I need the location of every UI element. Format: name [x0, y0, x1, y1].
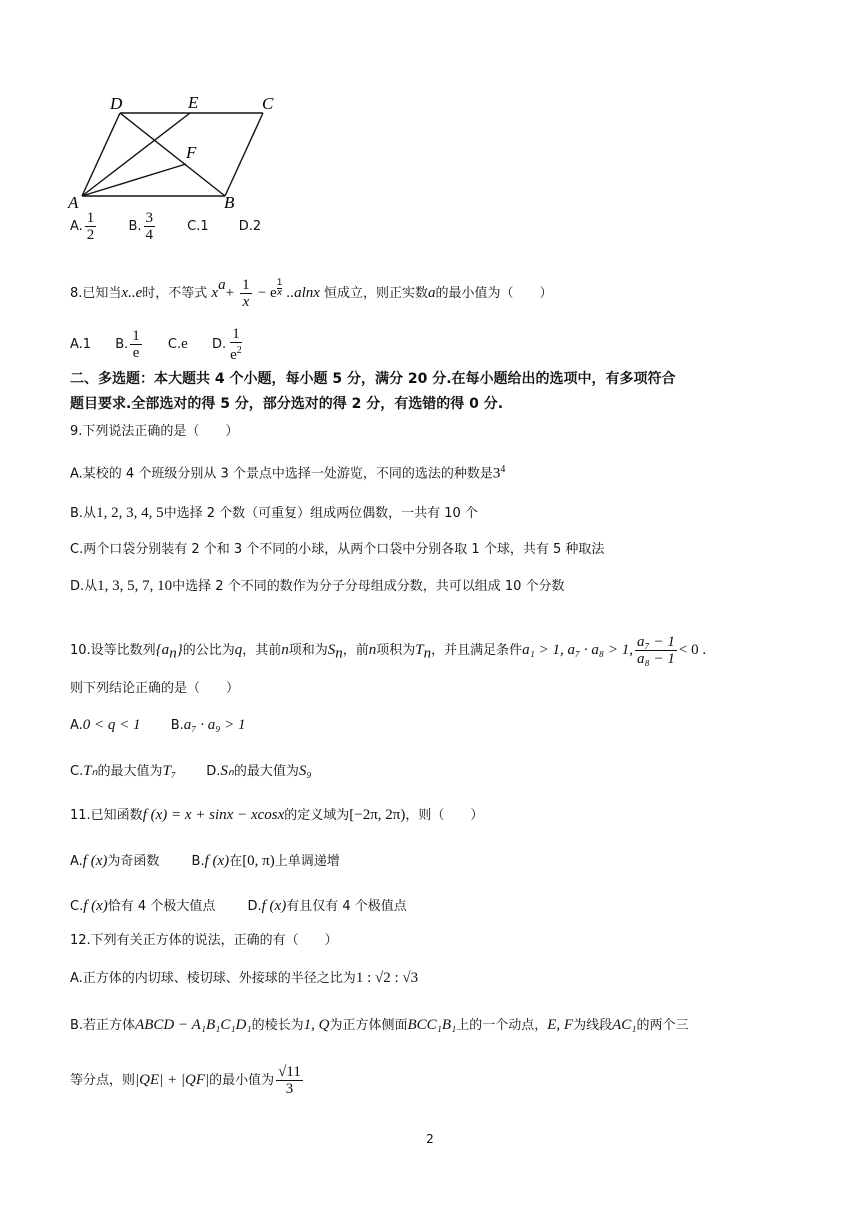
q10-option-a: A.0 < q < 1	[70, 717, 141, 733]
page-number: 2	[426, 1132, 434, 1146]
q11-option-c: C.f (x)恰有 4 个极大值点	[70, 898, 216, 914]
q12-option-a: A.正方体的内切球、棱切球、外接球的半径之比为1 : √2 : √3	[70, 970, 419, 986]
q11-option-a: A.f (x)为奇函数	[70, 853, 160, 869]
segment-cb	[225, 113, 263, 196]
label-c: C	[262, 94, 274, 113]
q9-option-d: D.从1, 3, 5, 7, 10中选择 2 个不同的数作为分子分母组成分数，共可以组成 10 个分数	[70, 578, 565, 594]
q7-option-c: C.1	[187, 219, 209, 234]
q7-option-b: B. $\frac{3}{4}$	[128, 210, 153, 243]
q12-stem: 12.下列有关正方体的说法，正确的有（ ）	[70, 933, 338, 948]
q11-stem: 11.已知函数f (x) = x + sinx − xcosx的定义域为[−2π, 2π)，则（ ）	[70, 807, 484, 823]
parallelogram-figure	[60, 88, 290, 213]
q12-option-b-line1: B.若正方体ABCD − A₁B₁C₁D₁的棱长为1, Q为正方体侧面BCC₁B₁上的一个动点，E, F为线段AC₁的两个三	[70, 1017, 689, 1033]
section2-heading-line1: 二、多选题：本大题共 4 个小题，每小题 5 分，满分 20 分.在每小题给出的选项中，有多项符合	[70, 371, 676, 387]
q8-option-b: B. $\frac{1}{e}$	[115, 328, 140, 361]
segment-af	[82, 164, 186, 196]
q11-option-d: D.f (x)有且仅有 4 个极值点	[247, 898, 407, 914]
q8-option-a: A.1	[70, 337, 92, 352]
section2-heading-line2: 题目要求.全部选对的得 5 分，部分选对的得 2 分，有选错的得 0 分.	[70, 396, 504, 412]
q10-line2: 则下列结论正确的是（ ）	[70, 681, 240, 696]
q12-option-b-line2: 等分点，则|QE| + |QF|的最小值为 $\frac{√11}{3}$	[70, 1064, 301, 1097]
q11-option-b: B.f (x)在[0, π)上单调递增	[191, 853, 340, 869]
q8-options	[70, 326, 272, 363]
q10-option-d: D.Sₙ的最大值为S₉	[206, 763, 312, 779]
q11-options-ab	[70, 852, 366, 871]
q10-options-ab	[70, 716, 272, 735]
q8-option-c: C.e	[167, 336, 188, 352]
q11-options-cd	[70, 897, 433, 916]
segment-da	[82, 113, 120, 196]
label-f: F	[186, 143, 197, 162]
q9-stem: 9.下列说法正确的是（ ）	[70, 424, 239, 439]
q7-options	[70, 210, 287, 243]
label-b: B	[224, 193, 235, 212]
q7-option-a: A. $\frac{1}{2}$	[70, 210, 95, 243]
q10-option-c: C.Tₙ的最大值为T₇	[70, 763, 177, 779]
label-d: D	[110, 94, 123, 113]
q8-stem: 8.已知当x..e时，不等式 $x^a+$ $\frac{1}{x}$ − e $^{\frac{1}{x}}$ ..alnx 恒成立，则正实数a的最小值为（ ）	[70, 277, 553, 310]
q7-option-d: D.2	[238, 219, 262, 234]
q10-option-b: B.a₇ · a₉ > 1	[170, 717, 246, 733]
q9-option-b: B.从1, 2, 3, 4, 5中选择 2 个数（可重复）组成两位偶数，一共有 10 个	[70, 505, 478, 521]
q9-option-c: C.两个口袋分别装有 2 个和 3 个不同的小球，从两个口袋中分别各取 1 个球，共有 5 种取法	[70, 542, 605, 557]
label-a: A	[68, 193, 79, 212]
label-e: E	[188, 93, 199, 112]
q9-option-a: A.某校的 4 个班级分别从 3 个景点中选择一处游览，不同的选法的种数是$3^4$	[70, 464, 506, 482]
q10-options-cd	[70, 762, 338, 781]
q8-option-d: D. $\frac{1}{e^2}$	[211, 326, 242, 363]
q10-stem: 10.设等比数列$\{a_n\}$的公比为q，其前n项和为$S_n$，前n项积为$T_n$，并且满足条件a₁ > 1, a₇ · a₈ > 1, $\frac{\text{a₇ − 1}}{\text{a₈ − 1}}$ < 0 .	[70, 634, 707, 667]
